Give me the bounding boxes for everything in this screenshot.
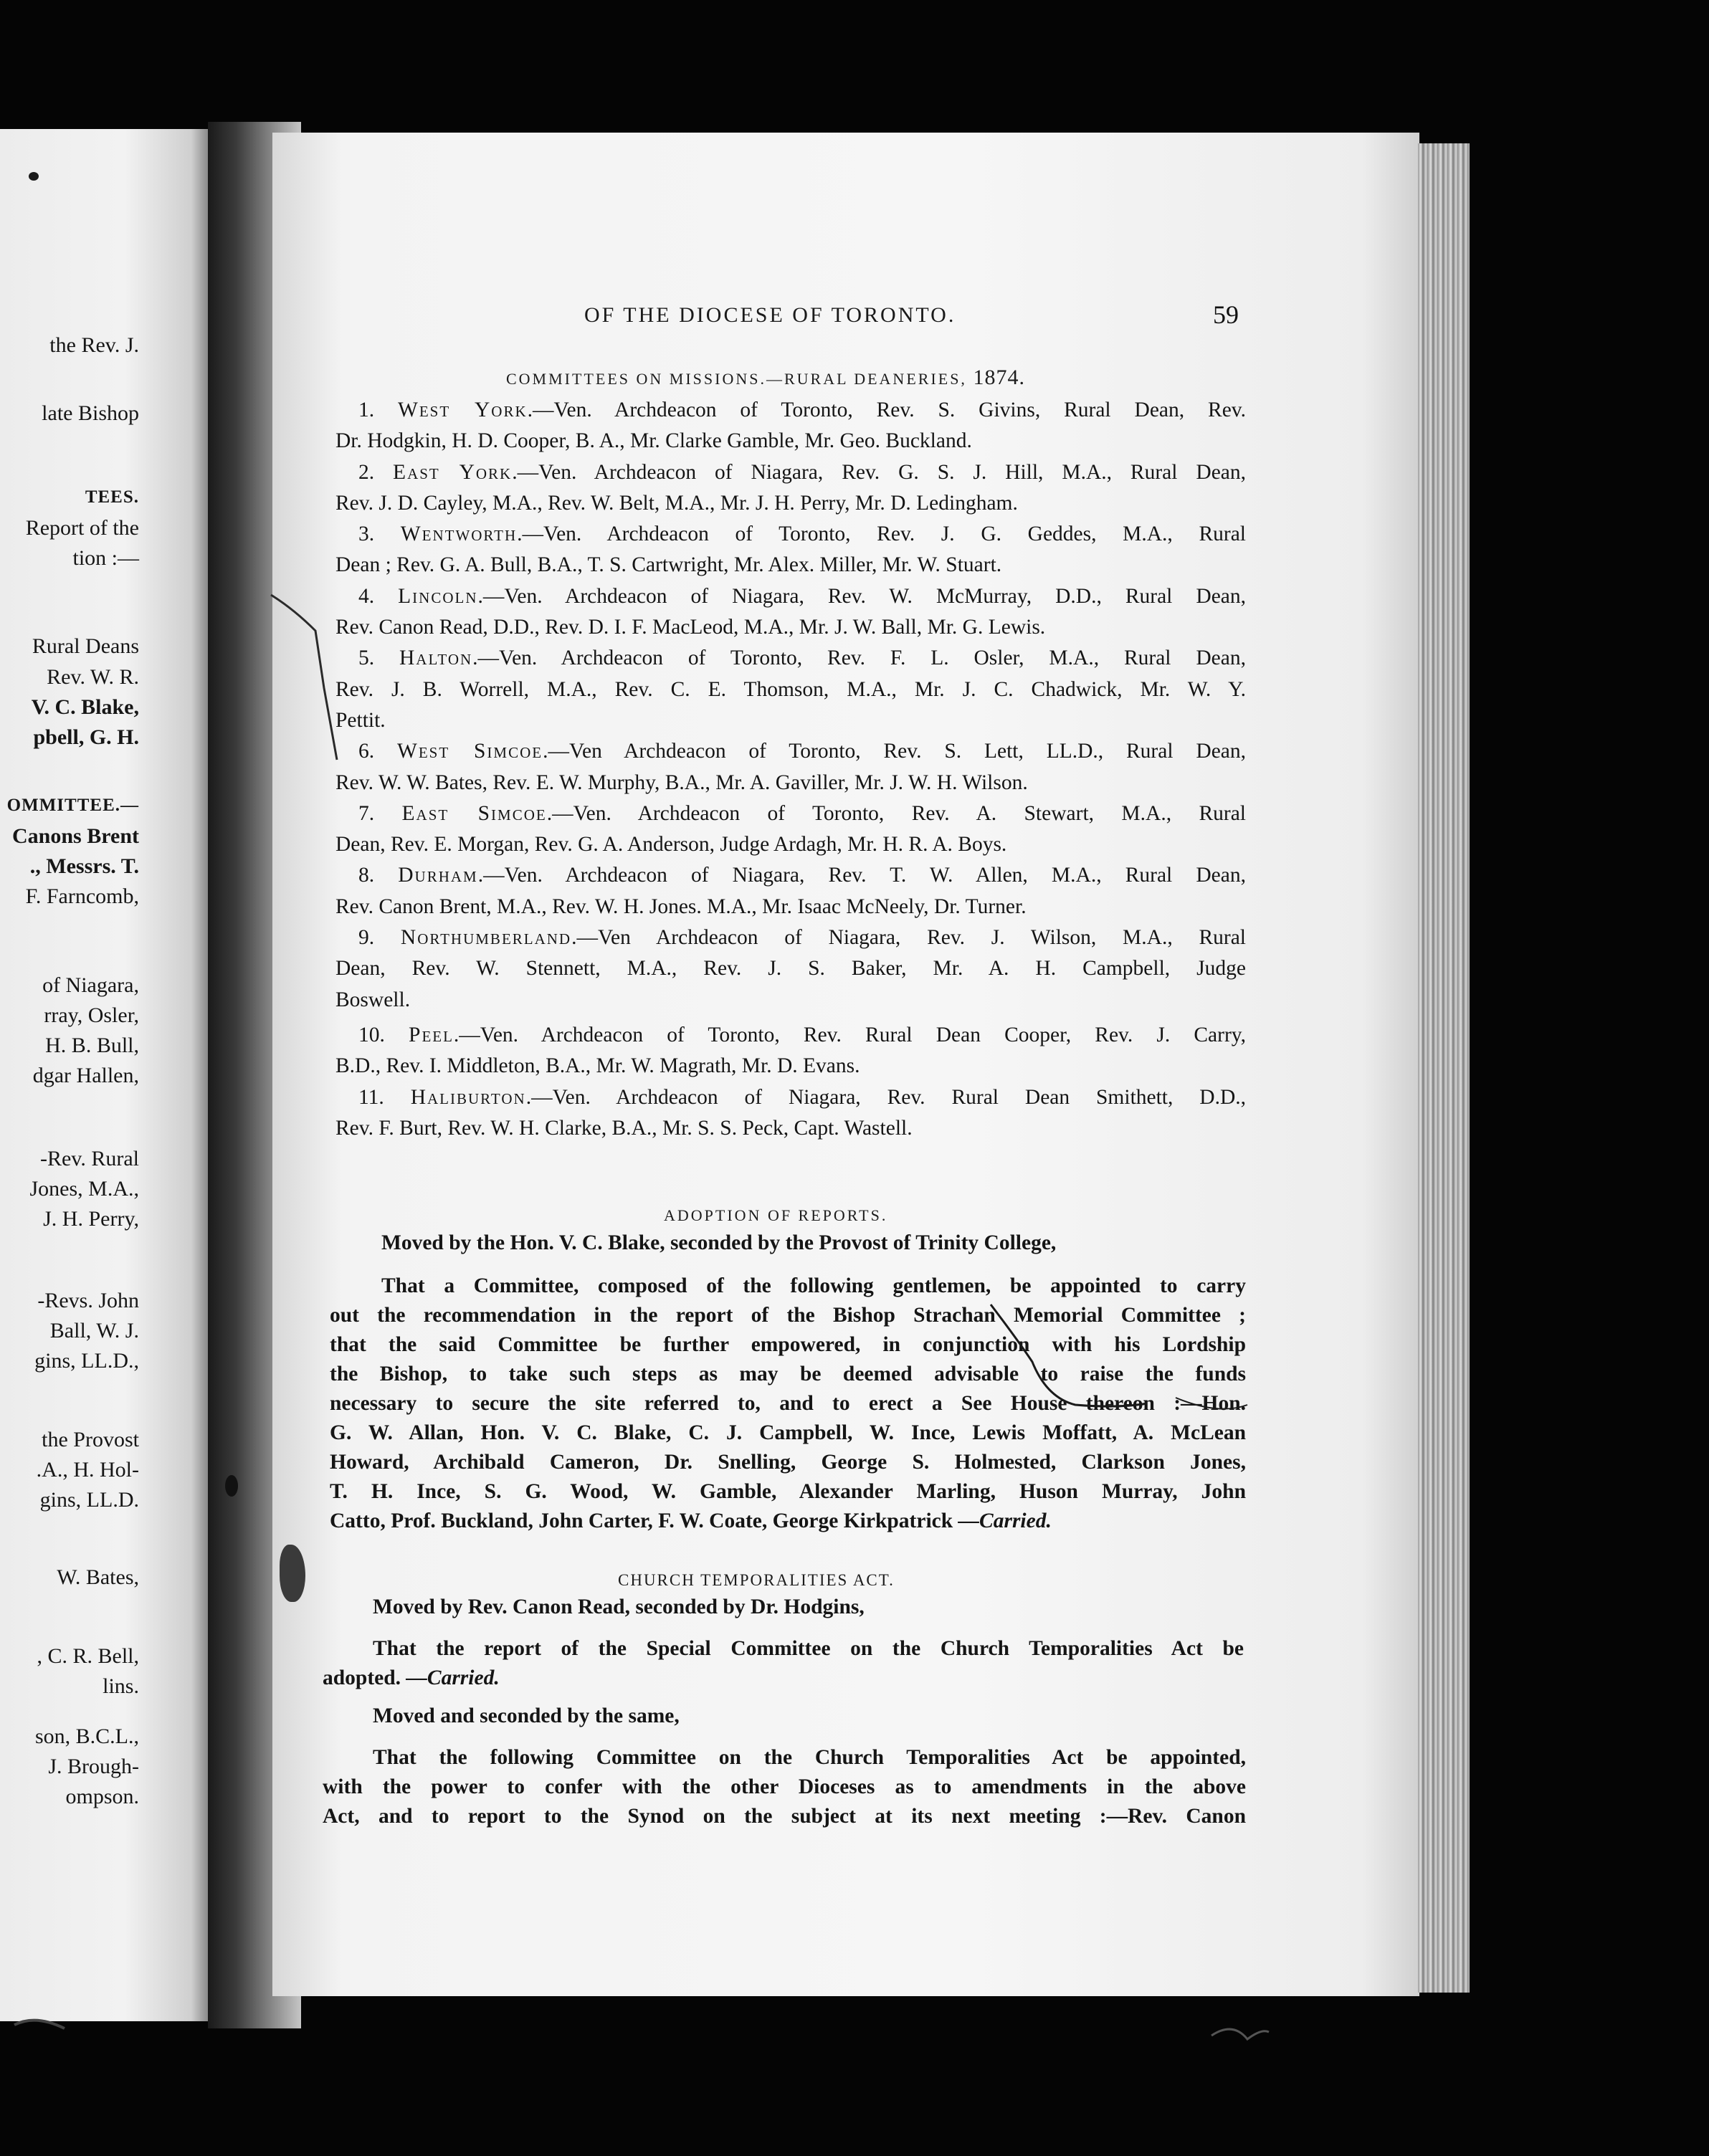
deanery-name: Wentworth (400, 523, 518, 545)
committee-members: .—Ven. Archdeacon of Niagara, Rev. W. McMurray, D.D., Rural Dean, (477, 585, 1247, 608)
committee-number: 4. (358, 585, 399, 608)
committee-entry-line: Rev. W. W. Bates, Rev. E. W. Murphy, B.A., Mr. A. Gaviller, Mr. J. W. H. Wilson. (335, 771, 1028, 794)
committee-number: 2. (358, 461, 394, 484)
committee-entry-line: Dean ; Rev. G. A. Bull, B.A., T. S. Cartwright, Mr. Alex. Miller, Mr. W. Stuart. (335, 553, 1002, 576)
page-number: 59 (1213, 300, 1239, 329)
deanery-name: Lincoln (398, 585, 478, 608)
committee-entry-line: Boswell. (335, 988, 411, 1011)
left-line: late Bishop (42, 401, 139, 425)
left-line: lins. (103, 1674, 139, 1698)
committee-entry-first-line (358, 1087, 1246, 1109)
deanery-name: Haliburton (410, 1086, 526, 1109)
ink-speck (29, 172, 39, 181)
left-line: Report of the (25, 516, 139, 540)
committee-entry-line: Dean, Rev. E. Morgan, Rev. G. A. Anderson, Judge Ardagh, Mr. H. R. A. Boys. (335, 833, 1007, 856)
adoption-line: G. W. Allan, Hon. V. C. Blake, C. J. Campbell, W. Ince, Lewis Moffatt, A. McLean (330, 1421, 1246, 1444)
committee-number: 3. (358, 523, 401, 545)
deanery-name: Durham (398, 864, 478, 887)
committee-entry-line: B.D., Rev. I. Middleton, B.A., Mr. W. Magrath, Mr. D. Evans. (335, 1054, 860, 1077)
left-line: pbell, G. H. (33, 725, 139, 749)
temporalities-line: Act, and to report to the Synod on the subject at its next meeting :—Rev. Canon (323, 1805, 1246, 1828)
adoption-line: that the said Committee be further empowered, in conjunction with his Lordship (330, 1333, 1246, 1356)
left-line: H. B. Bull, (45, 1034, 139, 1057)
committee-entry-line: Dean, Rev. W. Stennett, M.A., Rev. J. S. Baker, Mr. A. H. Campbell, Judge (335, 957, 1246, 980)
committee-entry-first-line (358, 803, 1246, 825)
committee-members: .—Ven Archdeacon of Toronto, Rev. S. Lett, LL.D., Rural Dean, (543, 740, 1247, 763)
committee-entry-line: Pettit. (335, 709, 386, 732)
left-line: V. C. Blake, (31, 695, 139, 719)
committee-entry-line: Rev. Canon Brent, M.A., Rev. W. H. Jones. M.A., Mr. Isaac McNeely, Dr. Turner. (335, 895, 1027, 918)
committee-members: .—Ven. Archdeacon of Toronto, Rev. S. Givins, Rural Dean, Rev. (527, 399, 1246, 421)
left-line: Canons Brent (12, 824, 139, 848)
deanery-name: West Simcoe (396, 740, 543, 763)
adoption-line-text: Catto, Prof. Buckland, John Carter, F. W. Coate, George Kirkpatrick (330, 1509, 953, 1532)
committee-number: 1. (358, 399, 399, 421)
running-head: OF THE DIOCESE OF TORONTO. (584, 303, 956, 327)
left-line: gins, LL.D., (34, 1349, 139, 1373)
committee-members: .—Ven. Archdeacon of Toronto, Rev. Rural Dean Cooper, Rev. J. Carry, (453, 1024, 1247, 1046)
committee-entry-first-line (358, 586, 1246, 608)
left-line: son, B.C.L., (34, 1725, 139, 1748)
adoption-line: T. H. Ince, S. G. Wood, W. Gamble, Alexander Marling, Huson Murray, John (330, 1480, 1246, 1503)
committee-entry-first-line (358, 741, 1246, 763)
committee-members: .—Ven. Archdeacon of Toronto, Rev. A. Stewart, M.A., Rural (546, 802, 1247, 825)
temporalities-line: That the following Committee on the Church Temporalities Act be appointed, (373, 1746, 1246, 1769)
page-edges (1418, 143, 1470, 1993)
left-line: ., Messrs. T. (29, 854, 139, 878)
left-line: , C. R. Bell, (37, 1644, 139, 1668)
left-line: OMMITTEE.— (6, 796, 139, 815)
deanery-name: West York (398, 399, 528, 421)
adoption-line: Howard, Archibald Cameron, Dr. Snelling, George S. Holmested, Clarkson Jones, (330, 1451, 1246, 1474)
committee-number: 10. (358, 1024, 409, 1046)
left-line: tion :— (72, 546, 139, 570)
committee-members: .—Ven. Archdeacon of Toronto, Rev. J. G. Geddes, M.A., Rural (517, 523, 1246, 545)
committee-number: 9. (358, 926, 401, 949)
left-line: F. Farncomb, (25, 884, 139, 908)
committee-entry-line: Rev. F. Burt, Rev. W. H. Clarke, B.A., Mr. S. S. Peck, Capt. Wastell. (335, 1117, 913, 1140)
left-line: Rev. W. R. (47, 665, 139, 689)
committee-members: .—Ven. Archdeacon of Niagara, Rev. T. W. Allen, M.A., Rural Dean, (477, 864, 1246, 887)
left-line: TEES. (85, 487, 139, 507)
committee-number: 11. (358, 1086, 411, 1109)
left-line: .A., H. Hol- (36, 1458, 139, 1482)
committee-entry-first-line (358, 524, 1246, 545)
committee-number: 7. (358, 802, 402, 825)
temporalities-line: with the power to confer with the other Dioceses as to amendments in the above (323, 1775, 1246, 1798)
left-line: -Rev. Rural (39, 1147, 139, 1170)
committee-entry-first-line (358, 648, 1246, 669)
carried-label: —Carried. (958, 1509, 1052, 1532)
committee-number: 6. (358, 740, 397, 763)
committees-heading-text: COMMITTEES ON MISSIONS.—RURAL DEANERIES, (506, 370, 967, 388)
committee-entry-line: Rev. J. D. Cayley, M.A., Rev. W. Belt, M.A., Mr. J. H. Perry, Mr. D. Ledingham. (335, 492, 1018, 515)
committee-entry-first-line (358, 400, 1246, 421)
adoption-line-last (330, 1511, 1052, 1532)
committee-number: 5. (358, 647, 399, 669)
adoption-line: out the recommendation in the report of the Bishop Strachan Memorial Committee ; (330, 1304, 1246, 1327)
left-line: W. Bates, (57, 1565, 139, 1589)
ink-speck (225, 1475, 238, 1497)
left-line: the Provost (42, 1428, 139, 1451)
pen-stroke (1211, 2029, 1269, 2039)
committee-entry-line: Rev. J. B. Worrell, M.A., Rev. C. E. Thomson, M.A., Mr. J. C. Chadwick, Mr. W. Y. (335, 678, 1246, 701)
temporalities-line: Moved and seconded by the same, (373, 1704, 680, 1727)
left-line: the Rev. J. (49, 333, 139, 357)
adoption-line: the Bishop, to take such steps as may be deemed advisable to raise the funds (330, 1363, 1246, 1385)
left-facing-page (0, 129, 208, 2021)
adoption-line: Moved by the Hon. V. C. Blake, seconded by the Provost of Trinity College, (381, 1231, 1057, 1254)
deanery-name: East Simcoe (401, 802, 547, 825)
committee-entry-first-line (358, 927, 1246, 949)
committee-members: .—Ven Archdeacon of Niagara, Rev. J. Wilson, M.A., Rural (571, 926, 1247, 949)
adoption-heading: ADOPTION OF REPORTS. (664, 1206, 888, 1224)
left-line: rray, Osler, (44, 1003, 139, 1027)
committees-heading (506, 366, 1025, 390)
left-line: ompson. (65, 1785, 139, 1808)
pen-stroke (14, 2021, 65, 2028)
left-line: J. H. Perry, (43, 1207, 139, 1231)
committee-members: .—Ven. Archdeacon of Niagara, Rev. Rural Dean Smithett, D.D., (525, 1086, 1247, 1109)
left-line: Ball, W. J. (49, 1319, 139, 1342)
adoption-line: necessary to secure the site referred to, and to erect a See House thereon :—Hon. (330, 1392, 1246, 1415)
adoption-line: That a Committee, composed of the following gentlemen, be appointed to carry (381, 1274, 1246, 1297)
deanery-name: Northumberland (400, 926, 572, 949)
committee-entry-first-line (358, 462, 1246, 484)
committees-year: 1874. (973, 366, 1025, 389)
deanery-name: Peel (409, 1024, 454, 1046)
committee-members: .—Ven. Archdeacon of Niagara, Rev. G. S. J. Hill, M.A., Rural Dean, (512, 461, 1247, 484)
left-line: gins, LL.D. (39, 1488, 139, 1512)
committee-number: 8. (358, 864, 399, 887)
deanery-name: Halton (399, 647, 473, 669)
committee-members: .—Ven. Archdeacon of Toronto, Rev. F. L. Osler, M.A., Rural Dean, (472, 647, 1246, 669)
left-line: -Revs. John (37, 1289, 139, 1312)
deanery-name: East York (393, 461, 513, 484)
temporalities-line-last (323, 1668, 500, 1689)
temporalities-heading: CHURCH TEMPORALITIES ACT. (618, 1571, 895, 1589)
committee-entry-line: Rev. Canon Read, D.D., Rev. D. I. F. MacLeod, M.A., Mr. J. W. Ball, Mr. G. Lewis. (335, 616, 1046, 639)
left-line: Jones, M.A., (29, 1177, 139, 1201)
committee-entry-line: Dr. Hodgkin, H. D. Cooper, B. A., Mr. Clarke Gamble, Mr. Geo. Buckland. (335, 429, 972, 452)
left-line: J. Brough- (48, 1755, 139, 1778)
carried-label: —Carried. (406, 1666, 500, 1689)
committee-entry-first-line (358, 865, 1246, 887)
committee-entry-first-line (358, 1025, 1246, 1046)
temporalities-line: That the report of the Special Committee on the Church Temporalities Act be (373, 1637, 1244, 1660)
temporalities-line-text: adopted. (323, 1666, 401, 1689)
temporalities-line: Moved by Rev. Canon Read, seconded by Dr. Hodgins, (373, 1595, 865, 1618)
left-line: Rural Deans (32, 634, 139, 658)
left-line: dgar Hallen, (32, 1064, 139, 1087)
left-line: of Niagara, (42, 973, 139, 997)
